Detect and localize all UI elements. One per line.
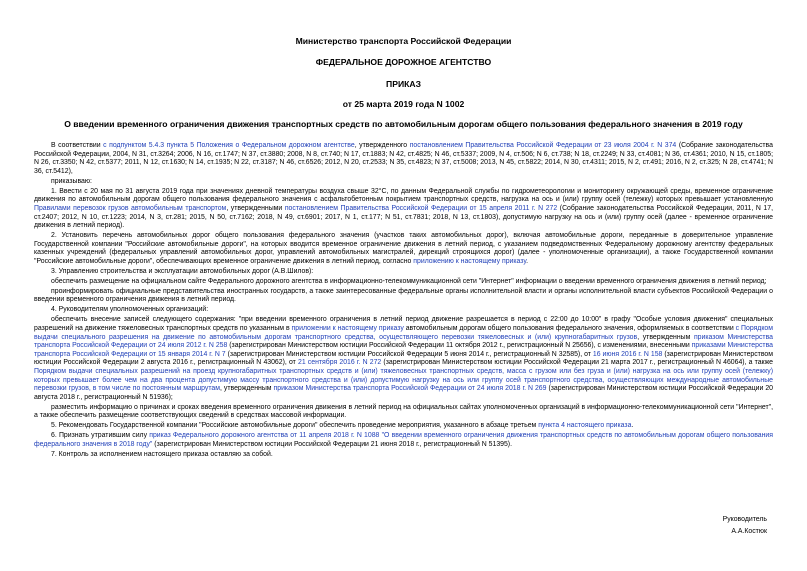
document-body	[34, 142, 773, 459]
document-link[interactable]: приложению к настоящему приказу	[413, 257, 527, 265]
paragraph-text: (зарегистрирован Министерством юстиции Российской Федерации 21 июня 2018 г., регистрационный N 51395).	[152, 440, 513, 448]
paragraph-text: , утвержденным	[220, 385, 274, 393]
paragraph-text: , утвержденным	[637, 333, 694, 341]
paragraph-text: 5. Рекомендовать Государственной компании "Российские автомобильные дороги" обеспечить проведение мероприятия, указанного в абзаце третьем	[51, 422, 539, 430]
document-link[interactable]: с подпунктом 5.4.3 пункта 5 Положения о Федеральном дорожном агентстве	[103, 142, 355, 149]
paragraph-text: (Собрание законодательства Российской Федерации, 2011, N 17, ст.2407; 2012, N 10, ст.1223; 2014, N 3, ст.281; 2015, N 50, ст.7162; 2018, N 49, ст.6901; 2017, N 1, ст.177; N 51, ст.7831; 2018, N 13, ст.1803), допустимую нагрузку на ось и (или) группу осей (далее - временное ограничение движения в летний период).	[34, 204, 773, 230]
item-4-paragraph	[34, 306, 773, 315]
paragraph-text: (Собрание законодательства Российской Федерации, 2004, N 31, ст.3264; 2006, N 16, ст.1747; N 37, ст.3880; 2008, N 8, ст.740; N 17, ст.1883; N 42, ст.4825; N 46, ст.5337; 2009, N 4, ст.506; N 6, ст.738; N 18, ст.2249; N 33, ст.4081; N 36, ст.4361; 2010, N 15, ст.1805; N 26, ст.3350; N 42, ст.5377; 2011, N 12, ст.1630; N 14, ст.1935; N 22, ст.3187; N 46, ст.6526; 2012, N 20, ст.2533; N 35, ст.4823; N 37, ст.5008; 2013, N 45, ст.5822; 2014, N 30, ст.4311; 2015, N 2, ст.491; 2016, N 2, ст.325; N 28, ст.4741; N 36, ст.5412),	[34, 142, 773, 175]
document-link[interactable]: 21 сентября 2016 г. N 272	[297, 359, 382, 367]
agency-heading: ФЕДЕРАЛЬНОЕ ДОРОЖНОЕ АГЕНТСТВО	[315, 57, 492, 67]
document-link[interactable]: приказами Министерства транспорта Российской Федерации от 15 января 2014 г. N 7	[34, 342, 773, 358]
doc-type-heading: ПРИКАЗ	[386, 79, 421, 89]
document-title: О введении временного ограничения движения транспортных средств по автомобильным дорогам общего пользования федерального значения в 2019 году	[64, 119, 743, 129]
document-link[interactable]: постановлением Правительства Российской Федерации от 15 апреля 2011 г. N 272	[284, 204, 558, 212]
item-3-paragraph	[34, 268, 773, 277]
document-link[interactable]: пункта 4 настоящего приказа	[538, 422, 632, 430]
document-link[interactable]: Порядком выдачи специальных разрешений на проезд крупногабаритных транспортных средств и (или) тяжеловесных транспортных средств, масса с грузом или без груза и (или) нагрузка на ось или группу осей (тележку) которых превышает более чем на два процента допустимую массу транспортного средства и (или) допустимую нагрузку на ось или группу осей транспортного средства, осуществляющих международные автомобильные перевозки грузов, в том числе по постоянным маршрутам	[34, 367, 773, 393]
paragraph-text: , утвержденными	[226, 204, 285, 212]
paragraph-text: (зарегистрирован Министерством юстиции Российской Федерации 2 августа 2016 г., регистрационный N 43062), от	[34, 350, 773, 367]
document-link[interactable]: приказом Министерства транспорта Российской Федерации от 24 июля 2012 г. N 258	[34, 333, 773, 350]
paragraph-text: приказываю:	[51, 177, 92, 185]
item-4b-paragraph	[34, 404, 773, 421]
date-number-heading: от 25 марта 2019 года N 1002	[342, 99, 465, 109]
order-word-paragraph	[34, 178, 773, 187]
item-3a-paragraph	[34, 278, 773, 287]
paragraph-text: 2. Установить перечень автомобильных дорог общего пользования федерального значения (участков таких автомобильных дорог), включая автомобильные дороги, переданные в доверительное управление Государственной компании "Российские автомобильные дороги", на которых вводится временное ограничение движения в летний период, с указанием подведомственных Федеральному дорожному агентству федеральных казенных учреждений (федеральных управлений автомобильных дорог, управлений автомобильных магистралей, дирекций строящихся дорог) (далее - уполномоченные организации), а также Государственной компании "Российские автомобильные дороги", обеспечивающих временное ограничение движения в летний период, согласно	[34, 232, 773, 265]
item-3b-paragraph	[34, 288, 773, 305]
paragraph-text: (зарегистрирован Министерством юстиции Российской Федерации 11 октября 2012 г., регистрационный N 25656), с изменениями, внесенными	[227, 342, 692, 350]
document-link[interactable]: с Порядком выдачи специального разрешения на движение по автомобильным дорогам транспортного средства, осуществляющего перевозки тяжеловесных и (или) крупногабаритных грузов	[34, 325, 773, 341]
paragraph-text: .	[526, 257, 529, 265]
item-7-paragraph	[34, 451, 773, 460]
paragraph-text: обеспечить размещение на официальном сайте Федерального дорожного агентства в информационно-телекоммуникационной сети "Интернет" информации о введении временного ограничения движения в летний период;	[51, 277, 767, 285]
signature-name: А.А.Костюк	[731, 528, 767, 535]
paragraph-text: .	[631, 422, 634, 430]
document-link[interactable]: приказом Министерства транспорта Российской Федерации от 24 июля 2018 г. N 269	[273, 385, 547, 393]
paragraph-text: (зарегистрирован Министерством юстиции Российской Федерации 5 июня 2014 г., регистрационный N 32585), от	[225, 350, 593, 358]
ministry-heading: Министерство транспорта Российской Федерации	[295, 36, 512, 46]
preamble-paragraph	[34, 142, 773, 176]
document-link[interactable]: приложении к настоящему приказу	[291, 325, 404, 332]
paragraph-text: проинформировать официальные представительства иностранных государств, а также заинтересованные федеральные органы исполнительной власти и органы исполнительной власти субъектов Российской Федерации о введении временного ограничения движения в летний период.	[34, 287, 773, 304]
paragraph-text: , утвержденного	[354, 142, 410, 149]
document-link[interactable]: постановлением Правительства Российской Федерации от 23 июля 2004 г. N 374	[409, 142, 677, 149]
signature-position: Руководитель	[722, 516, 767, 523]
document-link[interactable]: 16 июня 2016 г. N 158	[592, 350, 663, 358]
paragraph-text: автомобильным дорогам общего пользования федерального значения, оформляемых в соответствии	[403, 325, 736, 332]
document-link[interactable]: Правилами перевозок грузов автомобильным транспортом	[34, 204, 227, 212]
document-link[interactable]: приказ Федерального дорожного агентства от 11 апреля 2018 г. N 1088 "О введении временного ограничения движения транспортных средств по автомобильным дорогам общего пользования федерального значения в 2018 году"	[34, 432, 773, 448]
paragraph-text: 1. Ввести с 20 мая по 31 августа 2019 года при значениях дневной температуры воздуха свыше 32°С, по данным Федеральной службы по гидрометеорологии и мониторингу окружающей среды, временное ограничение движения по автомобильным дорогам общего пользования федерального значения с асфальтобетонным покрытием транспортных средств, нагрузка на ось и (или) группу осей (тележку) которых превышает установленную	[34, 187, 773, 204]
item-5-paragraph	[34, 422, 773, 431]
paragraph-text: разместить информацию о причинах и сроках введения временного ограничения движения в летний период на официальных сайтах уполномоченных организаций в информационно-телекоммуникационной сети "Интернет", а также обеспечить размещение соответствующих сведений в средствах массовой информации.	[34, 403, 773, 420]
paragraph-text: 4. Руководителям уполномоченных организаций:	[51, 306, 209, 314]
item-2-paragraph	[34, 232, 773, 266]
item-4a-paragraph	[34, 316, 773, 402]
paragraph-text: 6. Признать утратившим силу	[51, 432, 150, 440]
paragraph-text: 7. Контроль за исполнением настоящего приказа оставляю за собой.	[51, 450, 273, 458]
paragraph-text: (зарегистрирован Министерством юстиции Российской Федерации 20 августа 2018 г., регистрационный N 51936);	[34, 385, 773, 401]
item-1-paragraph	[34, 188, 773, 231]
paragraph-text: (зарегистрирован Министерством юстиции Российской Федерации 21 марта 2017 г., регистрационный N 46064), а также	[381, 359, 774, 367]
item-6-paragraph	[34, 432, 773, 449]
paragraph-text: 3. Управлению строительства и эксплуатации автомобильных дорог (А.В.Шилов):	[51, 267, 314, 275]
paragraph-text: обеспечить внесение записей следующего содержания: "при введении временного ограничения в летний период движение разрешается в период с 22:00 до 10:00" в графу "Особые условия движения" специальных разрешений на движение тяжеловесных транспортных средств по указанным в	[34, 316, 773, 332]
paragraph-text: В соответствии	[51, 142, 104, 149]
